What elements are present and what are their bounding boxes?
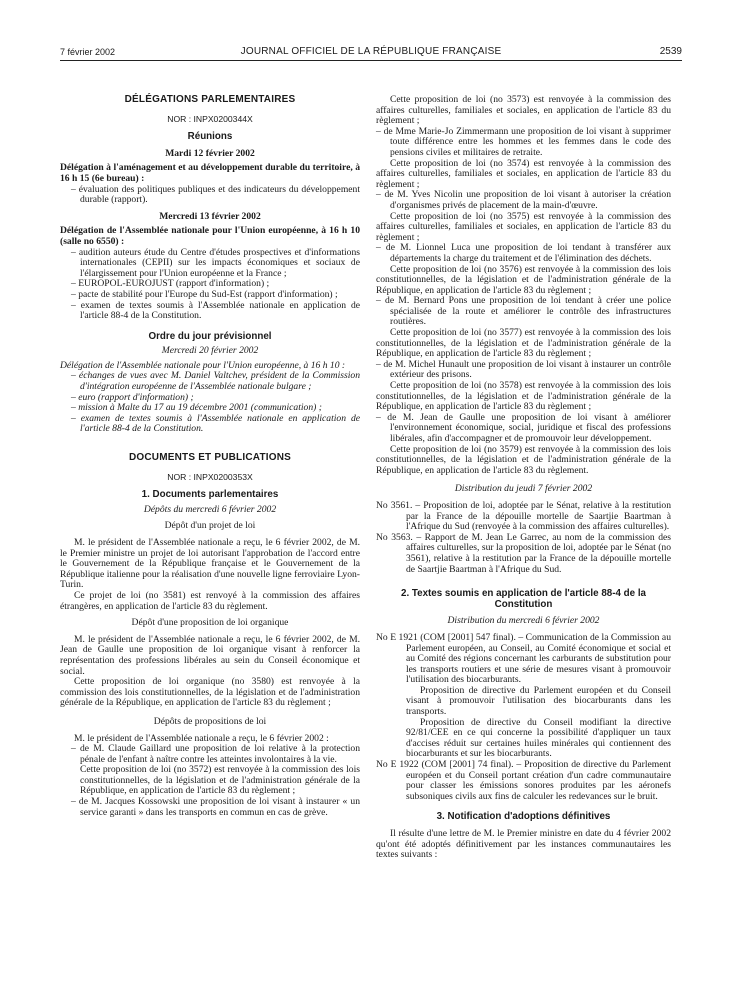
delegations-title: DÉLÉGATIONS PARLEMENTAIRES: [124, 94, 296, 105]
proposition-item: – de M. Yves Nicolin une proposition de loi visant à autoriser la création d'organismes privés de placement de la main-d'œuvre.: [376, 189, 671, 211]
ue-item: – audition auteurs étude du Centre d'études prospectives et d'informations internationales (CEPII) sur les impacts économiques et sociaux de l'élargissement pour l'Union européenne et la France ;: [71, 246, 360, 279]
header-date: 7 février 2002: [60, 47, 116, 57]
documents-nor: NOR : INPX0200353X: [167, 471, 253, 482]
distribution-jeudi: Distribution du jeudi 7 février 2002: [454, 483, 593, 495]
right-column: [376, 95, 671, 861]
reunions-title: Réunions: [187, 131, 233, 143]
mardi-date: Mardi 12 février 2002: [165, 147, 255, 159]
ordre-item: – mission à Malte du 17 au 19 décembre 2001 (communication) ;: [71, 402, 322, 414]
ue-item: – pacte de stabilité pour l'Europe du Sud-Est (rapport d'information) ;: [71, 288, 338, 300]
proposition-renvoi: Cette proposition de loi (no 3575) est renvoyée à la commission des affaires culturelles, familiales et sociales, en application de l'article 83 du règlement ;: [376, 210, 671, 243]
organique-renvoi: Cette proposition de loi organique (no 3580) est renvoyée à la commission des lois constitutionnelles, de la législation et de l'administration générale de la République, en application de l'article 83 du règlement ;: [60, 676, 360, 709]
e1921-directive: Proposition de directive du Parlement européen et du Conseil visant à promouvoir l'utilisation des biocarburants dans les transports.: [406, 684, 671, 718]
ordre-item: – examen de textes soumis à l'Assemblée nationale en application de l'article 88-4 de la Constitution.: [71, 412, 360, 435]
ordre-heading: Délégation de l'Assemblée nationale pour l'Union européenne, à 16 h 10 :: [60, 359, 346, 371]
proposition-item: – de M. Jean de Gaulle une proposition de loi visant à améliorer l'environnement économique, social, juridique et fiscal des professions libérales, afin d'accompagner et de promouvoir leur développement.: [376, 411, 671, 444]
depots-date: Dépôts du mercredi 6 février 2002: [143, 503, 277, 515]
ue-heading: Délégation de l'Assemblée nationale pour l'Union européenne, à 16 h 10 (salle no 6550) :: [60, 225, 360, 247]
ue-item: – EUROPOL-EUROJUST (rapport d'information) ;: [71, 278, 270, 290]
proposition-renvoi: Cette proposition de loi (no 3579) est renvoyée à la commission des lois constitutionnelles, de la législation et de l'administration générale de la République, en application de l'article 83 du règlement.: [376, 443, 671, 476]
propositions-title: Dépôts de propositions de loi: [153, 715, 267, 727]
page-number: 2539: [659, 46, 682, 57]
proposition-renvoi: Cette proposition de loi (no 3578) est renvoyée à la commission des lois constitutionnelles, de la législation et de l'administration générale de la République, en application de l'article 83 du règlement ;: [376, 380, 671, 413]
proposition-item: – de M. Bernard Pons une proposition de loi tendant à créer une police spécialisée de la route et améliorer le contrôle des infrastructures routières.: [376, 295, 671, 328]
ordre-item: – échanges de vues avec M. Daniel Valtchev, président de la Commission d'intégration européenne de l'Assemblée nationale bulgare ;: [71, 370, 360, 393]
ordre-title: Ordre du jour prévisionnel: [148, 330, 272, 342]
section-1-title: 1. Documents parlementaires: [141, 489, 279, 501]
proposition-renvoi: Cette proposition de loi (no 3576) est renvoyée à la commission des lois constitutionnelles, de la législation et de l'administration générale de la République, en application de l'article 83 du règlement ;: [376, 263, 671, 296]
proposition-item: – de M. Michel Hunault une proposition de loi visant à instaurer un contrôle extérieur des prisons.: [376, 358, 671, 381]
proposition-renvoi: Cette proposition de loi (no 3577) est renvoyée à la commission des lois constitutionnelles, de la législation et de l'administration générale de la République, en application de l'article 83 du règlement ;: [376, 327, 671, 360]
document-e1921: No E 1921 (COM [2001] 547 final). – Communication de la Commission au Parlement européen, au Conseil, au Comité économique et social et au Comité des régions concernant les carburants de substitution pour les transports routiers et une série de mesures visant à promouvoir l'utilisation des biocarburants.: [376, 631, 671, 686]
projet-title: Dépôt d'un projet de loi: [164, 520, 256, 532]
delegations-nor: NOR : INPX0200344X: [167, 113, 253, 124]
amenagement-heading: Délégation à l'aménagement et au développement durable du territoire, à 16 h 15 (6e bureau) :: [60, 162, 360, 184]
proposition-item: – de M. Lionnel Luca une proposition de loi tendant à transférer aux départements la charge du traitement et de l'élimination des déchets.: [376, 242, 671, 264]
amenagement-item: – évaluation des politiques publiques et des indicateurs du développement durable (rapport).: [71, 183, 360, 206]
section-3-title: 3. Notification d'adoptions définitives: [436, 811, 611, 823]
proposition-renvoi: Cette proposition de loi (no 3572) est renvoyée à la commission des lois constitutionnelles, de la législation et de l'administration générale de la République, en application de l'article 83 du règlement ;: [80, 764, 360, 797]
section-3-paragraph: Il résulte d'une lettre de M. le Premier ministre en date du 4 février 2002 qu'ont été adoptés définitivement par les instances communautaires les textes suivants :: [376, 828, 671, 861]
left-column: [60, 95, 360, 818]
e1921-directive: Proposition de directive du Conseil modifiant la directive 92/81/CEE en ce qui concerne la possibilité d'appliquer un taux d'accises réduit sur certaines huiles minérales qui contiennent des biocarburants et sur les biocarburants.: [406, 716, 671, 760]
distribution-mercredi: Distribution du mercredi 6 février 2002: [447, 615, 600, 627]
projet-paragraph: M. le président de l'Assemblée nationale a reçu, le 6 février 2002, de M. le Premier ministre un projet de loi autorisant l'approbation de l'accord entre le Gouvernement de la République française et le Gouvernement de la République italienne pour la réalisation d'une nouvelle ligne ferroviaire Lyon-Turin.: [60, 537, 360, 591]
proposition-item: – de M. Claude Gaillard une proposition de loi relative à la protection pénale de l'enfant à naître contre les atteintes involontaires à la vie.: [71, 743, 360, 765]
organique-title: Dépôt d'une proposition de loi organique: [131, 617, 289, 629]
proposition-renvoi: Cette proposition de loi (no 3574) est renvoyée à la commission des affaires culturelles, familiales et sociales, en application de l'article 83 du règlement ;: [376, 157, 671, 190]
proposition-item: – de M. Jacques Kossowski une proposition de loi visant à instaurer « un service garanti » dans les transports en commun en cas de grève.: [71, 796, 360, 818]
header-rule: [60, 60, 682, 61]
mercredi-date: Mercredi 13 février 2002: [159, 210, 261, 222]
proposition-renvoi: Cette proposition de loi (no 3573) est renvoyée à la commission des affaires culturelles, familiales et sociales, en application de l'article 83 du règlement ;: [376, 94, 671, 127]
document-3563: No 3563. – Rapport de M. Jean Le Garrec, au nom de la commission des affaires culturelles, sur la proposition de loi, adoptée par le Sénat (no 3561), relative à la restitution par la France de la dépouille mortelle de Saartjie Baartman à l'Afrique du Sud.: [376, 531, 671, 575]
documents-title: DOCUMENTS ET PUBLICATIONS: [128, 452, 292, 464]
organique-paragraph: M. le président de l'Assemblée nationale a reçu, le 6 février 2002, de M. Jean de Gaulle une proposition de loi organique visant à renforcer la représentation des professions libérales au sein du Conseil économique et social.: [60, 633, 360, 677]
document-3561: No 3561. – Proposition de loi, adoptée par le Sénat, relative à la restitution par la France de la dépouille mortelle de Saartjie Baartman à l'Afrique du Sud (renvoyée à la commission des affaires culturelles).: [376, 499, 671, 533]
document-e1922: No E 1922 (COM [2001] 74 final). – Proposition de directive du Parlement européen et du Conseil portant création d'un cadre communautaire pour classer les émissions sonores produites par les aéronefs subsoniques civils aux fins de calculer les redevances sur le bruit.: [376, 759, 671, 802]
ordre-date: Mercredi 20 février 2002: [161, 345, 259, 357]
ue-item: – examen de textes soumis à l'Assemblée nationale en application de l'article 88-4 de la Constitution.: [71, 299, 360, 322]
proposition-item: – de Mme Marie-Jo Zimmermann une proposition de loi visant à supprimer toute différence entre les hommes et les femmes dans le code des pensions civiles et militaires de retraite.: [376, 125, 671, 158]
journal-title: JOURNAL OFFICIEL DE LA RÉPUBLIQUE FRANÇAISE: [240, 46, 502, 57]
ordre-item: – euro (rapport d'information) ;: [71, 391, 194, 403]
section-2-title: 2. Textes soumis en application de l'article 88-4 de la Constitution: [401, 588, 646, 610]
propositions-intro: M. le président de l'Assemblée nationale a reçu, le 6 février 2002 :: [74, 732, 329, 744]
projet-renvoi: Ce projet de loi (no 3581) est renvoyé à la commission des affaires étrangères, en application de l'article 83 du règlement.: [60, 589, 360, 612]
